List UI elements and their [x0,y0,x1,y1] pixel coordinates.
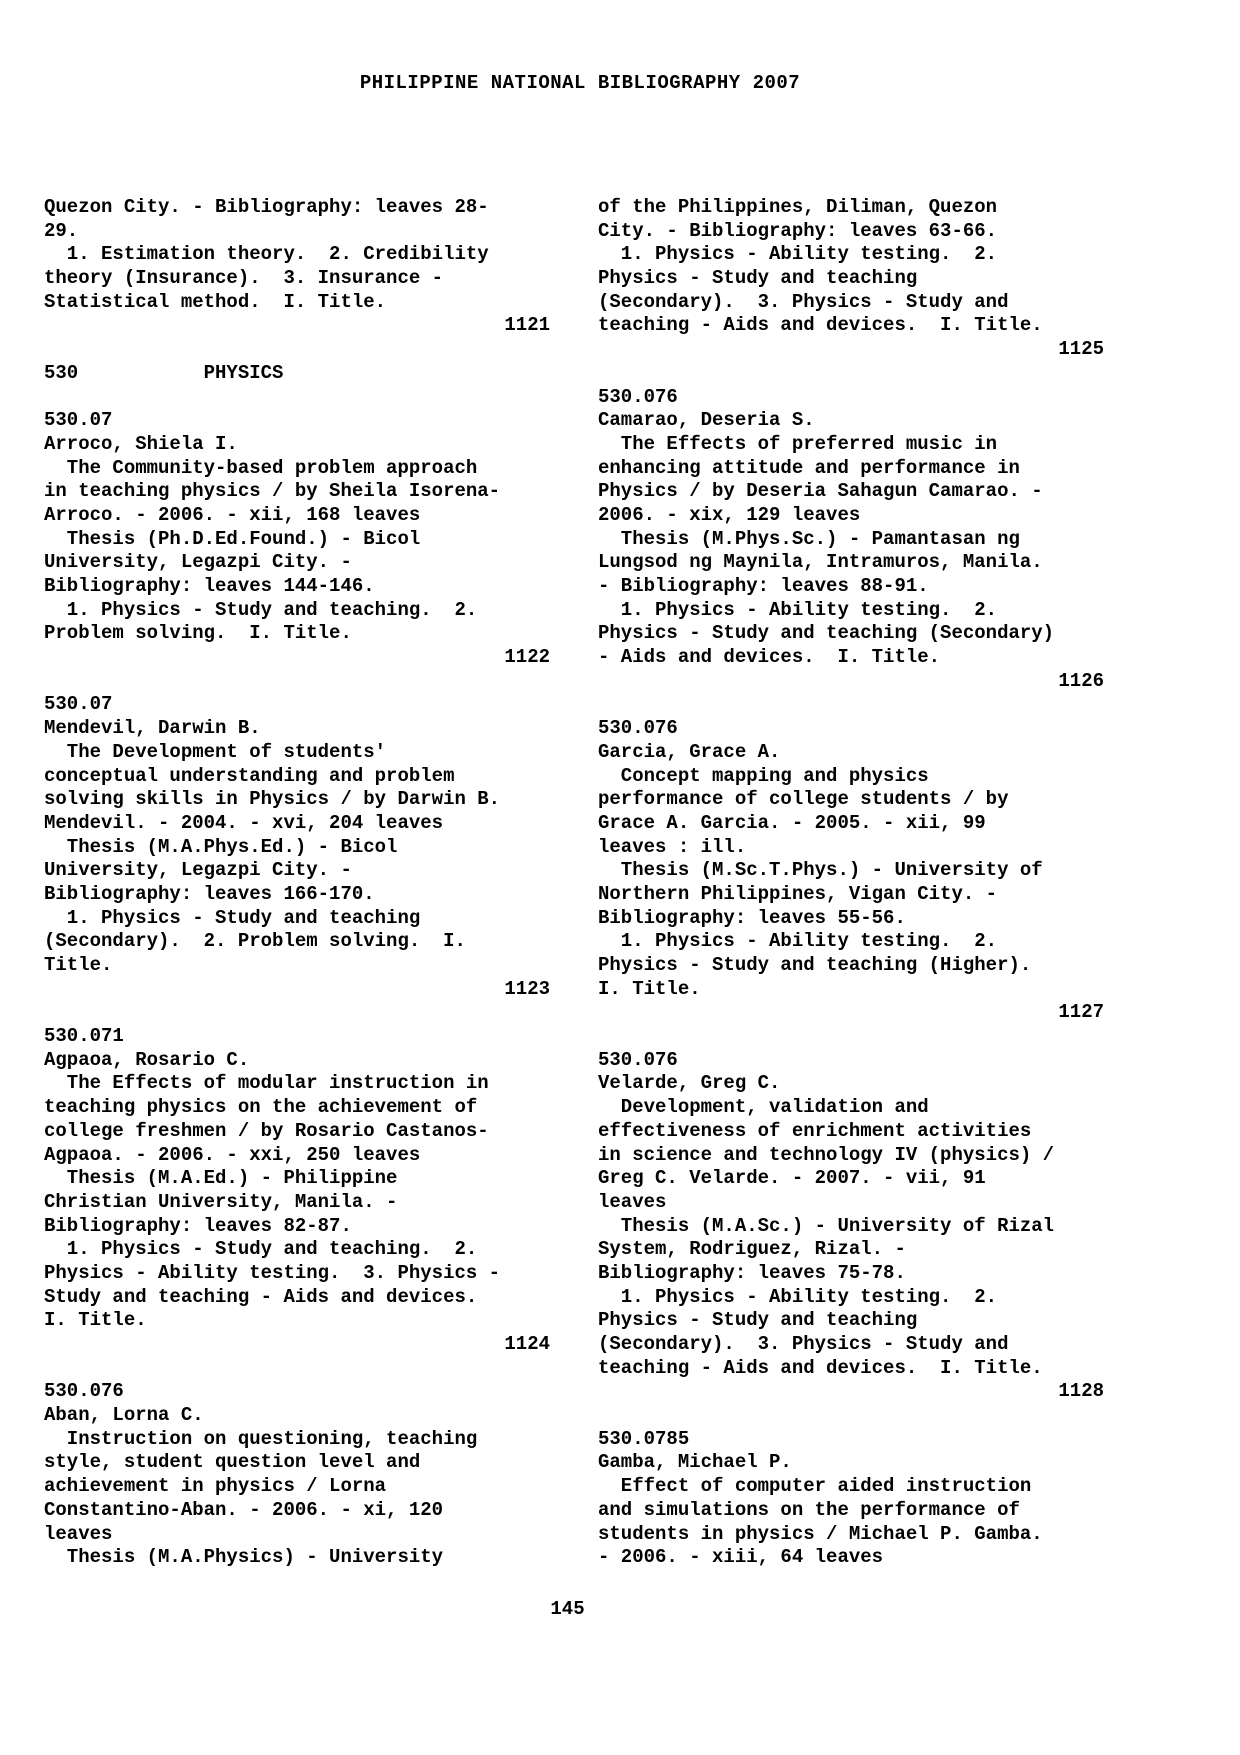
entry-number: 1126 [1058,669,1104,692]
entry-text-line: Quezon City. - Bibliography: leaves 28- [44,196,489,218]
entry-text-line: Agpaoa. - 2006. - xxi, 250 leaves [44,1143,421,1166]
entry-author: Arroco, Shiela I. [44,432,238,455]
entry-text-line: in science and technology IV (physics) / [598,1143,1055,1166]
entry-text-line: Thesis (M.Phys.Sc.) - Pamantasan ng [598,527,1020,550]
entry-text-line: style, student question level and [44,1451,421,1474]
entry-text-line: - Bibliography: leaves 88-91. [598,575,929,597]
entry-text-line: Physics - Study and teaching (Secondary) [598,622,1055,645]
entry-text-line: conceptual understanding and problem [44,764,455,787]
entry-text-line: (Secondary). 3. Physics - Study and [598,290,1009,313]
entry-text-line: I. Title. [44,1309,147,1332]
entry-text-line: Thesis (M.A.Sc.) - University of Rizal [598,1214,1055,1237]
entry-text-line: (Secondary). 3. Physics - Study and [598,1333,1009,1355]
entry-text-line: enhancing attitude and performance in [598,456,1020,479]
entry-text-line: 1. Estimation theory. 2. Credibility [44,243,489,266]
entry-text-line: Bibliography: leaves 166-170. [44,882,375,905]
spacer [598,1404,1104,1428]
entry-text-line: Effect of computer aided instruction [598,1475,1032,1498]
call-number: 530.07 [44,409,113,432]
entry-text-line: Lungsod ng Maynila, Intramuros, Manila. [598,551,1043,574]
entry-text-line: The Effects of preferred music in [598,432,998,455]
entry-number: 1121 [504,314,550,337]
entry-number: 1127 [1058,1001,1104,1024]
entry-text-line: leaves [598,1190,667,1213]
entry-text-line: Bibliography: leaves 55-56. [598,906,906,929]
entry-text-line: achievement in physics / Lorna [44,1475,387,1498]
entry-text-line: Physics - Study and teaching (Higher). [598,954,1032,976]
entry-text-line: in teaching physics / by Sheila Isorena- [44,480,501,503]
page-number: 145 [550,1598,585,1620]
entry-text-line: The Development of students' [44,740,387,763]
call-number: 530.07 [44,693,113,716]
entry-text-line: 1. Physics - Ability testing. 2. [598,930,998,953]
entry-text-line: teaching - Aids and devices. I. Title. [598,1356,1043,1379]
entry-text-line: Title. [44,954,113,976]
spacer [44,1001,550,1025]
section-heading: 530 PHYSICS [44,361,284,384]
entry-text-line: I. Title. [598,977,701,1000]
entry-text-line: solving skills in Physics / by Darwin B. [44,788,501,811]
entry-number: 1124 [504,1333,550,1355]
entry-text-line: Thesis (M.A.Ed.) - Philippine [44,1167,398,1190]
right-column [598,196,1104,1570]
entry-text-line: University, Legazpi City. - [44,859,352,882]
spacer [44,338,550,362]
entry-text-line: Greg C. Velarde. - 2007. - vii, 91 [598,1167,986,1190]
entry-text-line: 2006. - xix, 129 leaves [598,503,861,526]
entry-text-line: college freshmen / by Rosario Castanos- [44,1119,489,1142]
entry-text-line: Physics - Ability testing. 3. Physics - [44,1261,501,1284]
spacer [598,362,1104,386]
entry-text-line: (Secondary). 2. Problem solving. I. [44,930,466,953]
entry-text-line: Development, validation and [598,1096,929,1119]
entry-text-line: teaching - Aids and devices. I. Title. [598,314,1043,337]
entry-text-line: Instruction on questioning, teaching [44,1427,478,1450]
entry-text-line: 1. Physics - Study and teaching [44,906,421,929]
entry-author: Aban, Lorna C. [44,1404,204,1427]
entry-text-line: teaching physics on the achievement of [44,1096,478,1119]
entry-text-line: theory (Insurance). 3. Insurance - [44,267,444,290]
entry-text-line: Physics / by Deseria Sahagun Camarao. - [598,480,1043,503]
entry-text-line: 1. Physics - Study and teaching. 2. [44,1238,478,1261]
entry-text-line: Northern Philippines, Vigan City. - [598,882,998,905]
entry-text-line: Grace A. Garcia. - 2005. - xii, 99 [598,811,986,834]
entry-text-line: - 2006. - xiii, 64 leaves [598,1546,884,1569]
entry-text-line: Problem solving. I. Title. [44,622,352,645]
call-number: 530.071 [44,1025,124,1048]
call-number: 530.0785 [598,1427,690,1450]
entry-text-line: leaves [44,1522,113,1545]
entry-text-line: Statistical method. I. Title. [44,290,387,313]
entry-text-line: performance of college students / by [598,788,1009,811]
entry-text-line: Christian University, Manila. - [44,1190,398,1213]
spacer [44,670,550,694]
entry-text-line: 1. Physics - Ability testing. 2. [598,598,998,621]
entry-text-line: of the Philippines, Diliman, Quezon [598,196,998,218]
entry-text-line: Bibliography: leaves 75-78. [598,1261,906,1284]
entry-text-line: Bibliography: leaves 144-146. [44,575,375,597]
entry-text-line: Arroco. - 2006. - xii, 168 leaves [44,503,421,526]
call-number: 530.076 [598,385,678,408]
page-header-title: PHILIPPINE NATIONAL BIBLIOGRAPHY 2007 [359,72,801,94]
entry-text-line: City. - Bibliography: leaves 63-66. [598,219,998,242]
entry-text-line: University, Legazpi City. - [44,551,352,574]
entry-text-line: Thesis (M.Sc.T.Phys.) - University of [598,859,1043,882]
entry-number: 1128 [1058,1380,1104,1403]
entry-text-line: Thesis (M.A.Phys.Ed.) - Bicol [44,835,398,858]
entry-text-line: Thesis (M.A.Physics) - University [44,1546,444,1569]
entry-text-line: The Community-based problem approach [44,456,478,479]
entry-author: Garcia, Grace A. [598,740,781,763]
entry-text-line: effectiveness of enrichment activities [598,1119,1032,1142]
entry-text-line: students in physics / Michael P. Gamba. [598,1522,1043,1545]
spacer [44,1357,550,1381]
entry-text-line: 1. Physics - Study and teaching. 2. [44,598,478,621]
spacer [598,693,1104,717]
entry-text-line: - Aids and devices. I. Title. [598,646,941,669]
call-number: 530.076 [598,717,678,740]
entry-text-line: 1. Physics - Ability testing. 2. [598,1285,998,1308]
call-number: 530.076 [44,1380,124,1403]
entry-text-line: The Effects of modular instruction in [44,1072,489,1095]
entry-author: Gamba, Michael P. [598,1451,792,1474]
entry-author: Velarde, Greg C. [598,1072,781,1095]
entry-number: 1123 [504,977,550,1000]
left-column [44,196,550,1570]
entry-text-line: Thesis (Ph.D.Ed.Found.) - Bicol [44,527,421,550]
spacer [44,386,550,410]
entry-text-line: 29. [44,219,79,242]
entry-text-line: Concept mapping and physics [598,764,929,787]
entry-author: Camarao, Deseria S. [598,409,815,432]
entry-text-line: leaves : ill. [598,835,747,858]
entry-author: Agpaoa, Rosario C. [44,1048,250,1071]
entry-number: 1125 [1058,338,1104,361]
entry-number: 1122 [504,646,550,669]
call-number: 530.076 [598,1048,678,1071]
entry-author: Mendevil, Darwin B. [44,717,261,740]
entry-text-line: and simulations on the performance of [598,1498,1020,1521]
entry-text-line: Constantino-Aban. - 2006. - xi, 120 [44,1498,444,1521]
entry-text-line: Mendevil. - 2004. - xvi, 204 leaves [44,811,444,834]
entry-text-line: 1. Physics - Ability testing. 2. [598,243,998,266]
entry-text-line: System, Rodriguez, Rizal. - [598,1238,906,1261]
spacer [598,1025,1104,1049]
entry-text-line: Study and teaching - Aids and devices. [44,1285,478,1308]
entry-text-line: Physics - Study and teaching [598,267,918,290]
entry-text-line: Physics - Study and teaching [598,1309,918,1332]
entry-text-line: Bibliography: leaves 82-87. [44,1214,352,1237]
